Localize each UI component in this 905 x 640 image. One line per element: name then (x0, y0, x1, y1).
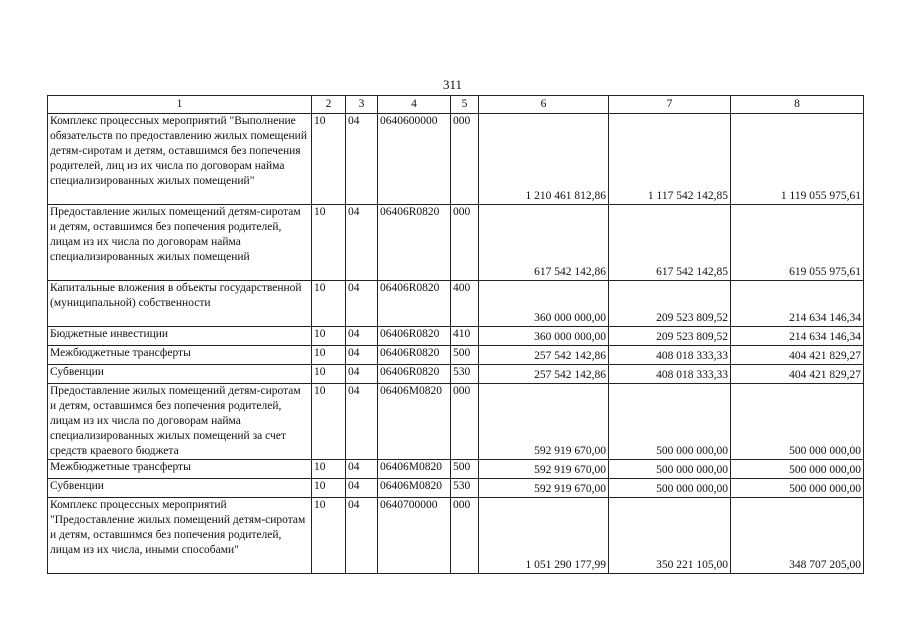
header-cell-1: 1 (48, 96, 312, 114)
amount-col6: 592 919 670,00 (479, 384, 609, 460)
amount-col6: 360 000 000,00 (479, 327, 609, 346)
budget-table (47, 95, 864, 574)
amount-col8: 1 119 055 975,61 (731, 114, 864, 205)
target-article-code: 06406R0820 (378, 346, 451, 365)
amount-col8: 500 000 000,00 (731, 460, 864, 479)
row-name: Бюджетные инвестиции (48, 327, 312, 346)
row-name: Субвенции (48, 479, 312, 498)
subsection-code: 04 (346, 346, 378, 365)
amount-col7: 209 523 809,52 (609, 327, 731, 346)
amount-col8: 214 634 146,34 (731, 281, 864, 327)
header-cell-5: 5 (451, 96, 479, 114)
amount-col6: 592 919 670,00 (479, 479, 609, 498)
subsection-code: 04 (346, 327, 378, 346)
row-name: Предоставление жилых помещений детям-сиротам и детям, оставшимся без попечения родителей, лицам из их числа по договорам найма специализированных жилых помещений (48, 205, 312, 281)
header-cell-2: 2 (312, 96, 346, 114)
target-article-code: 06406R0820 (378, 205, 451, 281)
amount-col8: 500 000 000,00 (731, 479, 864, 498)
subsection-code: 04 (346, 365, 378, 384)
section-code: 10 (312, 498, 346, 574)
subsection-code: 04 (346, 498, 378, 574)
expense-type-code: 000 (451, 498, 479, 574)
section-code: 10 (312, 346, 346, 365)
amount-col6: 360 000 000,00 (479, 281, 609, 327)
header-cell-4: 4 (378, 96, 451, 114)
subsection-code: 04 (346, 281, 378, 327)
table-row (48, 498, 864, 574)
subsection-code: 04 (346, 384, 378, 460)
expense-type-code: 500 (451, 460, 479, 479)
amount-col6: 1 051 290 177,99 (479, 498, 609, 574)
expense-type-code: 500 (451, 346, 479, 365)
section-code: 10 (312, 327, 346, 346)
page-number: 311 (442, 77, 463, 92)
section-code: 10 (312, 479, 346, 498)
table-body (48, 96, 864, 574)
amount-col7: 1 117 542 142,85 (609, 114, 731, 205)
table-row (48, 365, 864, 384)
amount-col6: 592 919 670,00 (479, 460, 609, 479)
target-article-code: 06406M0820 (378, 460, 451, 479)
row-name: Комплекс процессных мероприятий "Предоставление жилых помещений детям-сиротам и детям, оставшимся без попечения родителей, лицам из их числа, иными способами" (48, 498, 312, 574)
subsection-code: 04 (346, 205, 378, 281)
amount-col6: 617 542 142,86 (479, 205, 609, 281)
section-code: 10 (312, 384, 346, 460)
amount-col8: 214 634 146,34 (731, 327, 864, 346)
amount-col8: 404 421 829,27 (731, 365, 864, 384)
target-article-code: 06406R0820 (378, 327, 451, 346)
section-code: 10 (312, 114, 346, 205)
target-article-code: 06406R0820 (378, 281, 451, 327)
header-cell-7: 7 (609, 96, 731, 114)
expense-type-code: 000 (451, 384, 479, 460)
row-name: Межбюджетные трансферты (48, 460, 312, 479)
target-article-code: 0640700000 (378, 498, 451, 574)
amount-col6: 257 542 142,86 (479, 365, 609, 384)
header-cell-3: 3 (346, 96, 378, 114)
amount-col8: 619 055 975,61 (731, 205, 864, 281)
section-code: 10 (312, 205, 346, 281)
row-name: Капитальные вложения в объекты государственной (муниципальной) собственности (48, 281, 312, 327)
table-row (48, 205, 864, 281)
row-name: Межбюджетные трансферты (48, 346, 312, 365)
table-row (48, 327, 864, 346)
row-name: Комплекс процессных мероприятий "Выполнение обязательств по предоставлению жилых помещений детям-сиротам и детям, оставшимся без попечения родителей, лиц из их числа по договорам найма специализированных жилых помещений" (48, 114, 312, 205)
target-article-code: 06406M0820 (378, 479, 451, 498)
expense-type-code: 000 (451, 205, 479, 281)
target-article-code: 0640600000 (378, 114, 451, 205)
amount-col7: 500 000 000,00 (609, 460, 731, 479)
table-row (48, 114, 864, 205)
subsection-code: 04 (346, 479, 378, 498)
target-article-code: 06406R0820 (378, 365, 451, 384)
expense-type-code: 400 (451, 281, 479, 327)
expense-type-code: 000 (451, 114, 479, 205)
table-row (48, 346, 864, 365)
expense-type-code: 530 (451, 365, 479, 384)
header-cell-6: 6 (479, 96, 609, 114)
amount-col7: 408 018 333,33 (609, 346, 731, 365)
row-name: Субвенции (48, 365, 312, 384)
expense-type-code: 410 (451, 327, 479, 346)
amount-col7: 500 000 000,00 (609, 479, 731, 498)
amount-col8: 348 707 205,00 (731, 498, 864, 574)
amount-col7: 500 000 000,00 (609, 384, 731, 460)
table-row (48, 281, 864, 327)
amount-col7: 350 221 105,00 (609, 498, 731, 574)
amount-col6: 1 210 461 812,86 (479, 114, 609, 205)
amount-col8: 404 421 829,27 (731, 346, 864, 365)
amount-col8: 500 000 000,00 (731, 384, 864, 460)
row-name: Предоставление жилых помещений детям-сиротам и детям, оставшимся без попечения родителей, лицам из их числа по договорам найма специализированных жилых помещений за счет средств краевого бюджета (48, 384, 312, 460)
subsection-code: 04 (346, 114, 378, 205)
subsection-code: 04 (346, 460, 378, 479)
header-cell-8: 8 (731, 96, 864, 114)
table-row (48, 384, 864, 460)
expense-type-code: 530 (451, 479, 479, 498)
section-code: 10 (312, 460, 346, 479)
target-article-code: 06406M0820 (378, 384, 451, 460)
table-header-row (48, 96, 864, 114)
table-row (48, 479, 864, 498)
amount-col6: 257 542 142,86 (479, 346, 609, 365)
amount-col7: 617 542 142,85 (609, 205, 731, 281)
table-row (48, 460, 864, 479)
section-code: 10 (312, 365, 346, 384)
amount-col7: 408 018 333,33 (609, 365, 731, 384)
amount-col7: 209 523 809,52 (609, 281, 731, 327)
section-code: 10 (312, 281, 346, 327)
